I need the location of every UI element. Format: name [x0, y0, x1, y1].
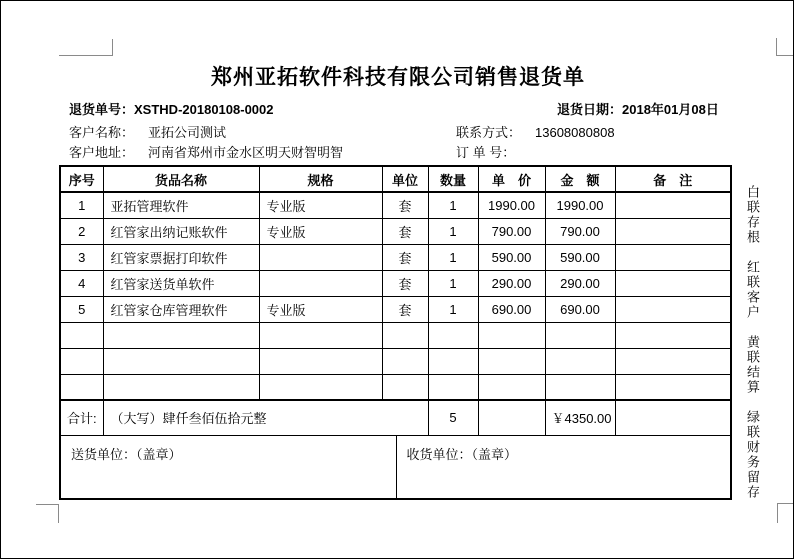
contact-value: 13608080808 — [535, 125, 615, 140]
cell-amount: 290.00 — [545, 270, 615, 296]
cell-remark — [615, 218, 731, 244]
cell-price: 1990.00 — [478, 192, 545, 218]
customer-name-line — [69, 122, 226, 141]
cell-qty: 1 — [428, 192, 478, 218]
return-no-value: XSTHD-20180108-0002 — [134, 102, 274, 117]
cell-product: 红管家仓库管理软件 — [103, 296, 259, 322]
order-no-line — [456, 142, 515, 161]
cell-qty: 1 — [428, 218, 478, 244]
col-header-remark: 备 注 — [615, 166, 731, 192]
col-header-amount: 金 额 — [545, 166, 615, 192]
cell-index: 5 — [60, 296, 103, 322]
table-row — [60, 218, 731, 244]
table-row — [60, 244, 731, 270]
cell-unit: 套 — [382, 244, 428, 270]
table-empty-row — [60, 348, 731, 374]
cell-amount: 1990.00 — [545, 192, 615, 218]
signature-row — [60, 435, 731, 499]
cell-amount: 690.00 — [545, 296, 615, 322]
crop-mark-top-left — [59, 39, 113, 56]
cell-spec — [259, 244, 382, 270]
order-no-label: 订 单 号： — [456, 145, 516, 160]
cell-index: 2 — [60, 218, 103, 244]
items-table — [59, 165, 732, 500]
customer-address-label: 客户地址： — [69, 145, 135, 160]
col-header-price: 单 价 — [478, 166, 545, 192]
total-amount: ￥4350.00 — [545, 400, 615, 435]
table-header-row — [60, 166, 731, 192]
total-row — [60, 400, 731, 435]
table-empty-row — [60, 322, 731, 348]
cell-index: 1 — [60, 192, 103, 218]
total-quantity: 5 — [428, 400, 478, 435]
cell-price: 290.00 — [478, 270, 545, 296]
cell-unit: 套 — [382, 270, 428, 296]
cell-spec: 专业版 — [259, 296, 382, 322]
cell-spec — [259, 270, 382, 296]
cell-price: 590.00 — [478, 244, 545, 270]
crop-mark-bottom-right — [777, 503, 793, 523]
return-no-line — [69, 99, 274, 118]
cell-qty: 1 — [428, 296, 478, 322]
customer-address-line — [69, 142, 343, 161]
col-header-unit: 单位 — [382, 166, 428, 192]
cell-amount: 590.00 — [545, 244, 615, 270]
col-header-index: 序号 — [60, 166, 103, 192]
contact-label: 联系方式： — [456, 125, 522, 140]
sender-stamp-area: 送货单位：（盖章） — [71, 446, 182, 462]
return-no-label: 退货单号： — [69, 102, 135, 117]
cell-qty: 1 — [428, 270, 478, 296]
total-price-empty-cell — [478, 400, 545, 435]
return-date-value: 2018年01月08日 — [622, 102, 719, 117]
total-amount-in-words: （大写）肆仟叁佰伍拾元整 — [103, 400, 428, 435]
col-header-qty: 数量 — [428, 166, 478, 192]
cell-price: 690.00 — [478, 296, 545, 322]
cell-product: 亚拓管理软件 — [103, 192, 259, 218]
cell-index: 3 — [60, 244, 103, 270]
col-header-product: 货品名称 — [103, 166, 259, 192]
total-remark-empty-cell — [615, 400, 731, 435]
customer-name-label: 客户名称： — [69, 125, 135, 140]
table-row — [60, 270, 731, 296]
cell-remark — [615, 192, 731, 218]
cell-remark — [615, 296, 731, 322]
cell-amount: 790.00 — [545, 218, 615, 244]
cell-product: 红管家票据打印软件 — [103, 244, 259, 270]
total-label: 合计: — [60, 400, 103, 435]
cell-spec: 专业版 — [259, 192, 382, 218]
crop-mark-top-right — [776, 38, 793, 56]
form-title: 郑州亚拓软件科技有限公司销售退货单 — [211, 66, 585, 89]
table-empty-row — [60, 374, 731, 400]
customer-name-value: 亚拓公司测试 — [148, 125, 227, 140]
return-date-label: 退货日期： — [557, 102, 623, 117]
cell-unit: 套 — [382, 218, 428, 244]
crop-mark-bottom-left — [36, 504, 59, 523]
return-date-line — [557, 99, 719, 118]
signature-section — [61, 436, 730, 499]
cell-price: 790.00 — [478, 218, 545, 244]
table-row — [60, 296, 731, 322]
cell-qty: 1 — [428, 244, 478, 270]
copy-color-legend: 白联存根 红联客户 黄联结算 绿联财务留存 — [745, 185, 760, 500]
cell-product: 红管家出纳记账软件 — [103, 218, 259, 244]
contact-line — [456, 122, 615, 141]
cell-product: 红管家送货单软件 — [103, 270, 259, 296]
col-header-spec: 规格 — [259, 166, 382, 192]
cell-index: 4 — [60, 270, 103, 296]
table-row — [60, 192, 731, 218]
receiver-stamp-area: 收货单位：（盖章） — [396, 436, 731, 499]
cell-spec: 专业版 — [259, 218, 382, 244]
cell-remark — [615, 244, 731, 270]
cell-unit: 套 — [382, 296, 428, 322]
cell-remark — [615, 270, 731, 296]
customer-address-value: 河南省郑州市金水区明天财智明智 — [148, 145, 344, 160]
cell-unit: 套 — [382, 192, 428, 218]
